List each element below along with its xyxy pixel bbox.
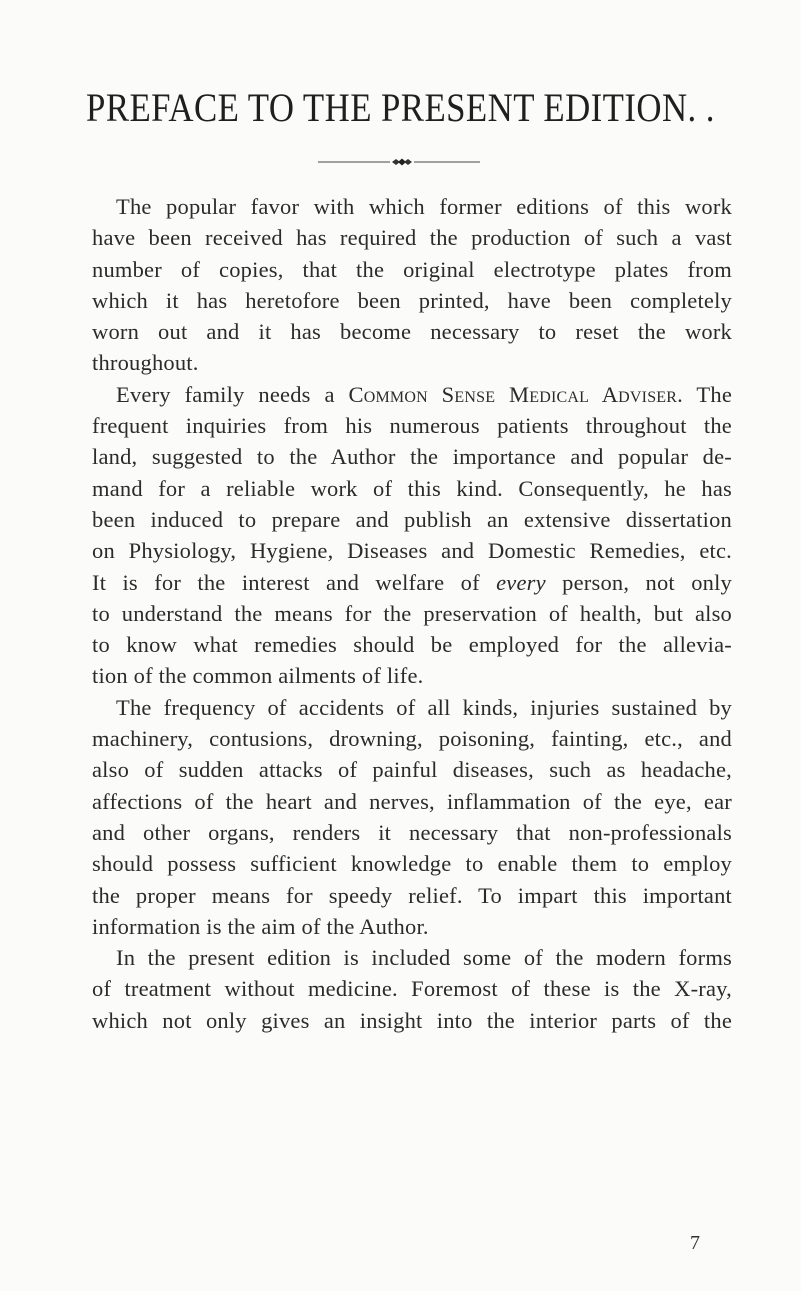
text-line: mand for a reliable work of this kind. Consequently, he has: [92, 475, 732, 501]
text-line: should possess sufficient knowledge to enable them to employ: [92, 851, 732, 877]
text-line: [92, 567, 732, 598]
text-line: which not only gives an insight into the interior parts of the: [92, 1007, 732, 1033]
text-line: also of sudden attacks of painful diseases, such as headache,: [92, 757, 732, 783]
text-line: [92, 379, 732, 410]
text-line: information is the aim of the Author.: [92, 913, 429, 939]
paragraph: [92, 191, 732, 379]
text-line: machinery, contusions, drowning, poisoning, fainting, etc., and: [92, 726, 732, 752]
paragraph: [92, 379, 732, 692]
text-run: The: [682, 381, 733, 407]
text-line: to know what remedies should be employed for the allevia-: [92, 632, 732, 658]
text-line: which it has heretofore been printed, have been completely: [92, 287, 732, 313]
text-line: In the present edition is included some of the modern forms: [116, 945, 732, 971]
text-line: on Physiology, Hygiene, Diseases and Domestic Remedies, etc.: [92, 538, 732, 564]
page-number: 7: [690, 1232, 700, 1254]
text-line: and other organs, renders it necessary that non-professionals: [92, 819, 732, 845]
text-line: The frequency of accidents of all kinds, injuries sustained by: [116, 694, 732, 720]
text-line: tion of the common ailments of life.: [92, 663, 424, 689]
ornament-divider: [318, 158, 480, 166]
text-line: the proper means for speedy relief. To impart this important: [92, 882, 732, 908]
text-run: Every family needs a: [116, 381, 349, 407]
text-run: It is for the interest and welfare of: [92, 569, 497, 595]
text-line: affections of the heart and nerves, inflammation of the eye, ear: [92, 788, 732, 814]
text-line: worn out and it has become necessary to reset the work: [92, 319, 732, 345]
text-line: to understand the means for the preservation of health, but also: [92, 600, 732, 626]
emphasis: every: [496, 569, 546, 595]
text-line: of treatment without medicine. Foremost of these is the X-ray,: [92, 976, 732, 1002]
text-line: number of copies, that the original electrotype plates from: [92, 256, 732, 282]
preface-body: [92, 191, 732, 1036]
text-line: land, suggested to the Author the importance and popular de-: [92, 444, 732, 470]
text-line: throughout.: [92, 350, 199, 376]
page-heading: PREFACE TO THE PRESENT EDITION. .: [86, 85, 715, 130]
text-line: frequent inquiries from his numerous patients throughout the: [92, 413, 732, 439]
book-title: Common Sense Medical Adviser.: [348, 381, 683, 407]
text-line: The popular favor with which former editions of this work: [116, 194, 732, 219]
text-line: have been received has required the production of such a vast: [92, 225, 732, 251]
text-run: person, not only: [545, 569, 732, 595]
paragraph: [92, 942, 732, 1036]
text-line: been induced to prepare and publish an extensive dissertation: [92, 506, 732, 532]
paragraph: [92, 692, 732, 942]
